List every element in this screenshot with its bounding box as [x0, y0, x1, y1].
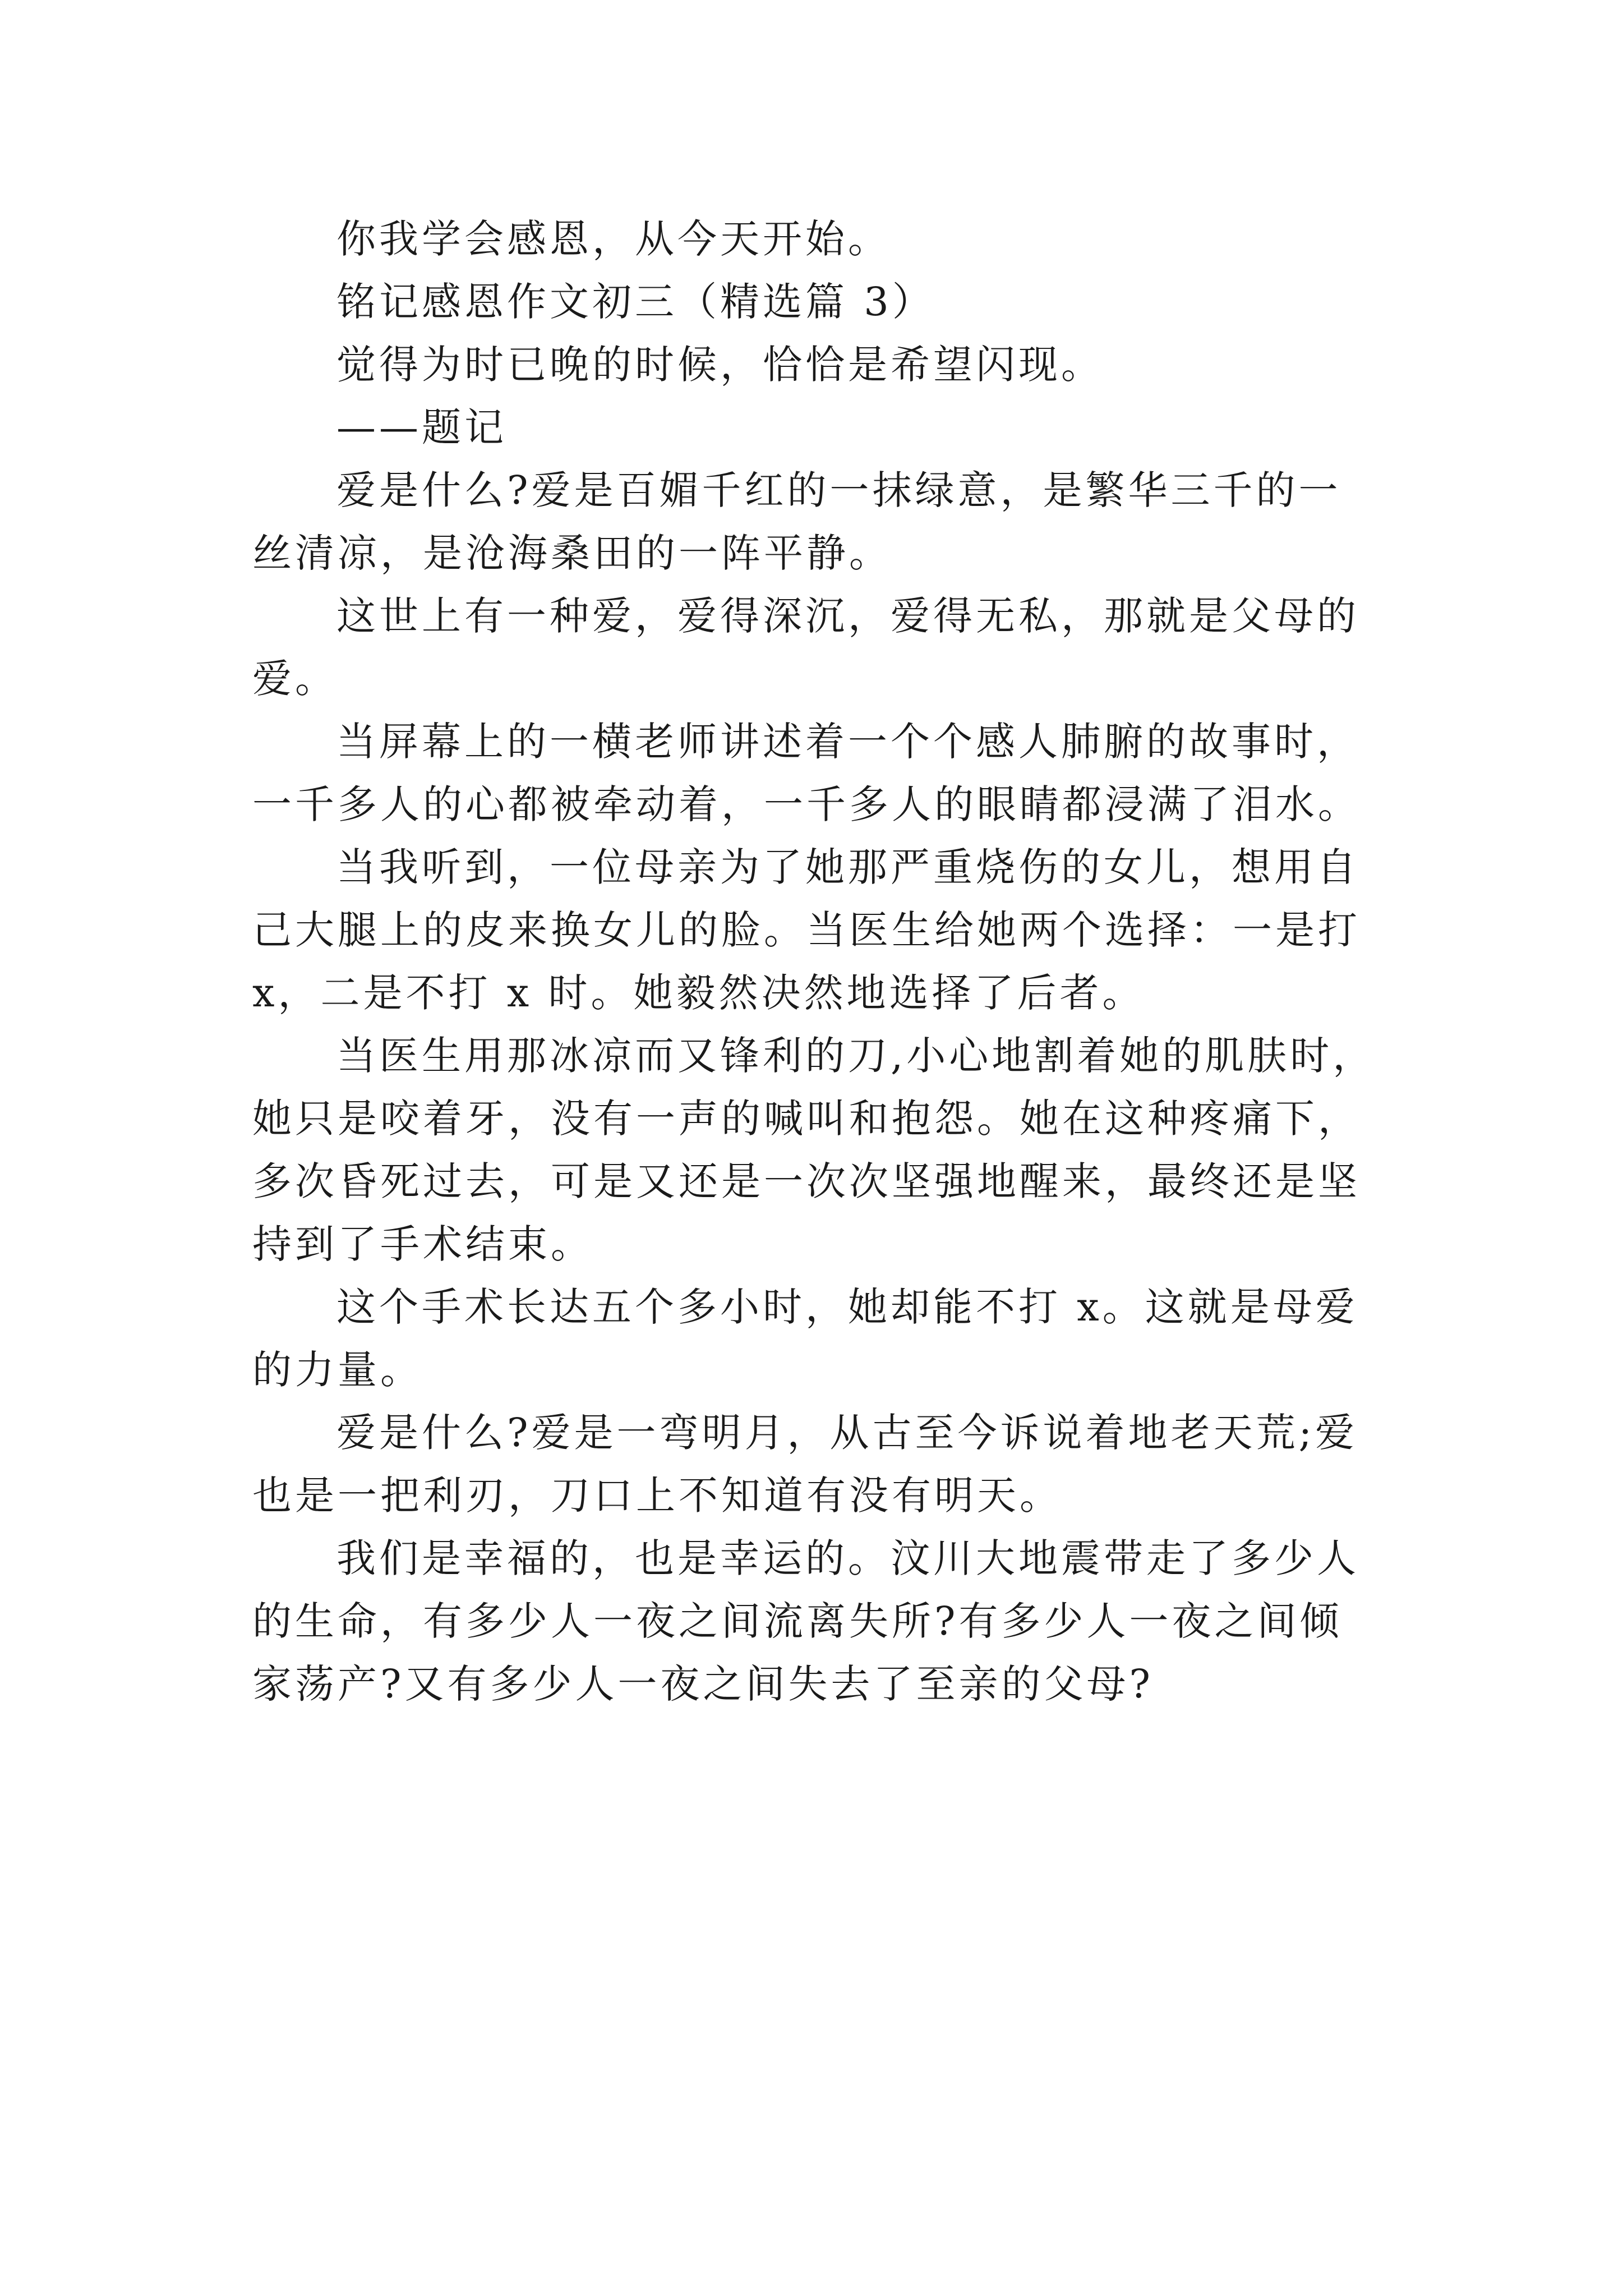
paragraph-line: 当屏幕上的一横老师讲述着一个个感人肺腑的故事时，: [336, 719, 1359, 765]
paragraph-line: 家荡产?又有多少人一夜之间失去了至亲的父母?: [252, 1661, 1154, 1707]
paragraph-line: 的力量。: [252, 1347, 423, 1393]
paragraph-line: x，二是不打 x 时。她毅然决然地选择了后者。: [252, 970, 1145, 1016]
epigraph-line: 觉得为时已晚的时候，恰恰是希望闪现。: [336, 342, 1104, 388]
paragraph-line: 爱。: [252, 656, 338, 702]
paragraph-line: 己大腿上的皮来换女儿的脸。当医生给她两个选择：一是打: [252, 907, 1361, 953]
epigraph-attribution: ——题记: [336, 404, 507, 450]
paragraph-line: 你我学会感恩，从今天开始。: [336, 216, 891, 262]
paragraph-line: 也是一把利刃，刀口上不知道有没有明天。: [252, 1473, 1062, 1519]
paragraph-line: 多次昏死过去，可是又还是一次次坚强地醒来，最终还是坚: [252, 1158, 1361, 1204]
essay-body: [252, 208, 1396, 1715]
paragraph-line: 的生命，有多少人一夜之间流离失所?有多少人一夜之间倾: [252, 1598, 1343, 1644]
paragraph-line: 当医生用那冰凉而又锋利的刀,小心地割着她的肌肤时，: [336, 1033, 1376, 1079]
paragraph-line: 一千多人的心都被牵动着，一千多人的眼睛都浸满了泪水。: [252, 781, 1361, 827]
paragraph-line: 当我听到，一位母亲为了她那严重烧伤的女儿，想用自: [336, 844, 1359, 890]
paragraph-line: 爱是什么?爱是一弯明月，从古至今诉说着地老天荒;爱: [336, 1410, 1358, 1456]
paragraph-line: 她只是咬着牙，没有一声的喊叫和抱怨。她在这种疼痛下，: [252, 1096, 1361, 1142]
paragraph-line: 这世上有一种爱，爱得深沉，爱得无私，那就是父母的: [336, 593, 1359, 639]
paragraph-line: 爱是什么?爱是百媚千红的一抹绿意，是繁华三千的一: [336, 467, 1341, 513]
paragraph-line: 这个手术长达五个多小时，她却能不打 x。这就是母爱: [336, 1284, 1358, 1330]
paragraph-line: 持到了手术结束。: [252, 1221, 593, 1267]
paragraph-line: 我们是幸福的，也是幸运的。汶川大地震带走了多少人: [336, 1535, 1359, 1581]
essay-title: 铭记感恩作文初三（精选篇 3）: [336, 279, 935, 325]
paragraph-line: 丝清凉，是沧海桑田的一阵平静。: [252, 530, 892, 576]
